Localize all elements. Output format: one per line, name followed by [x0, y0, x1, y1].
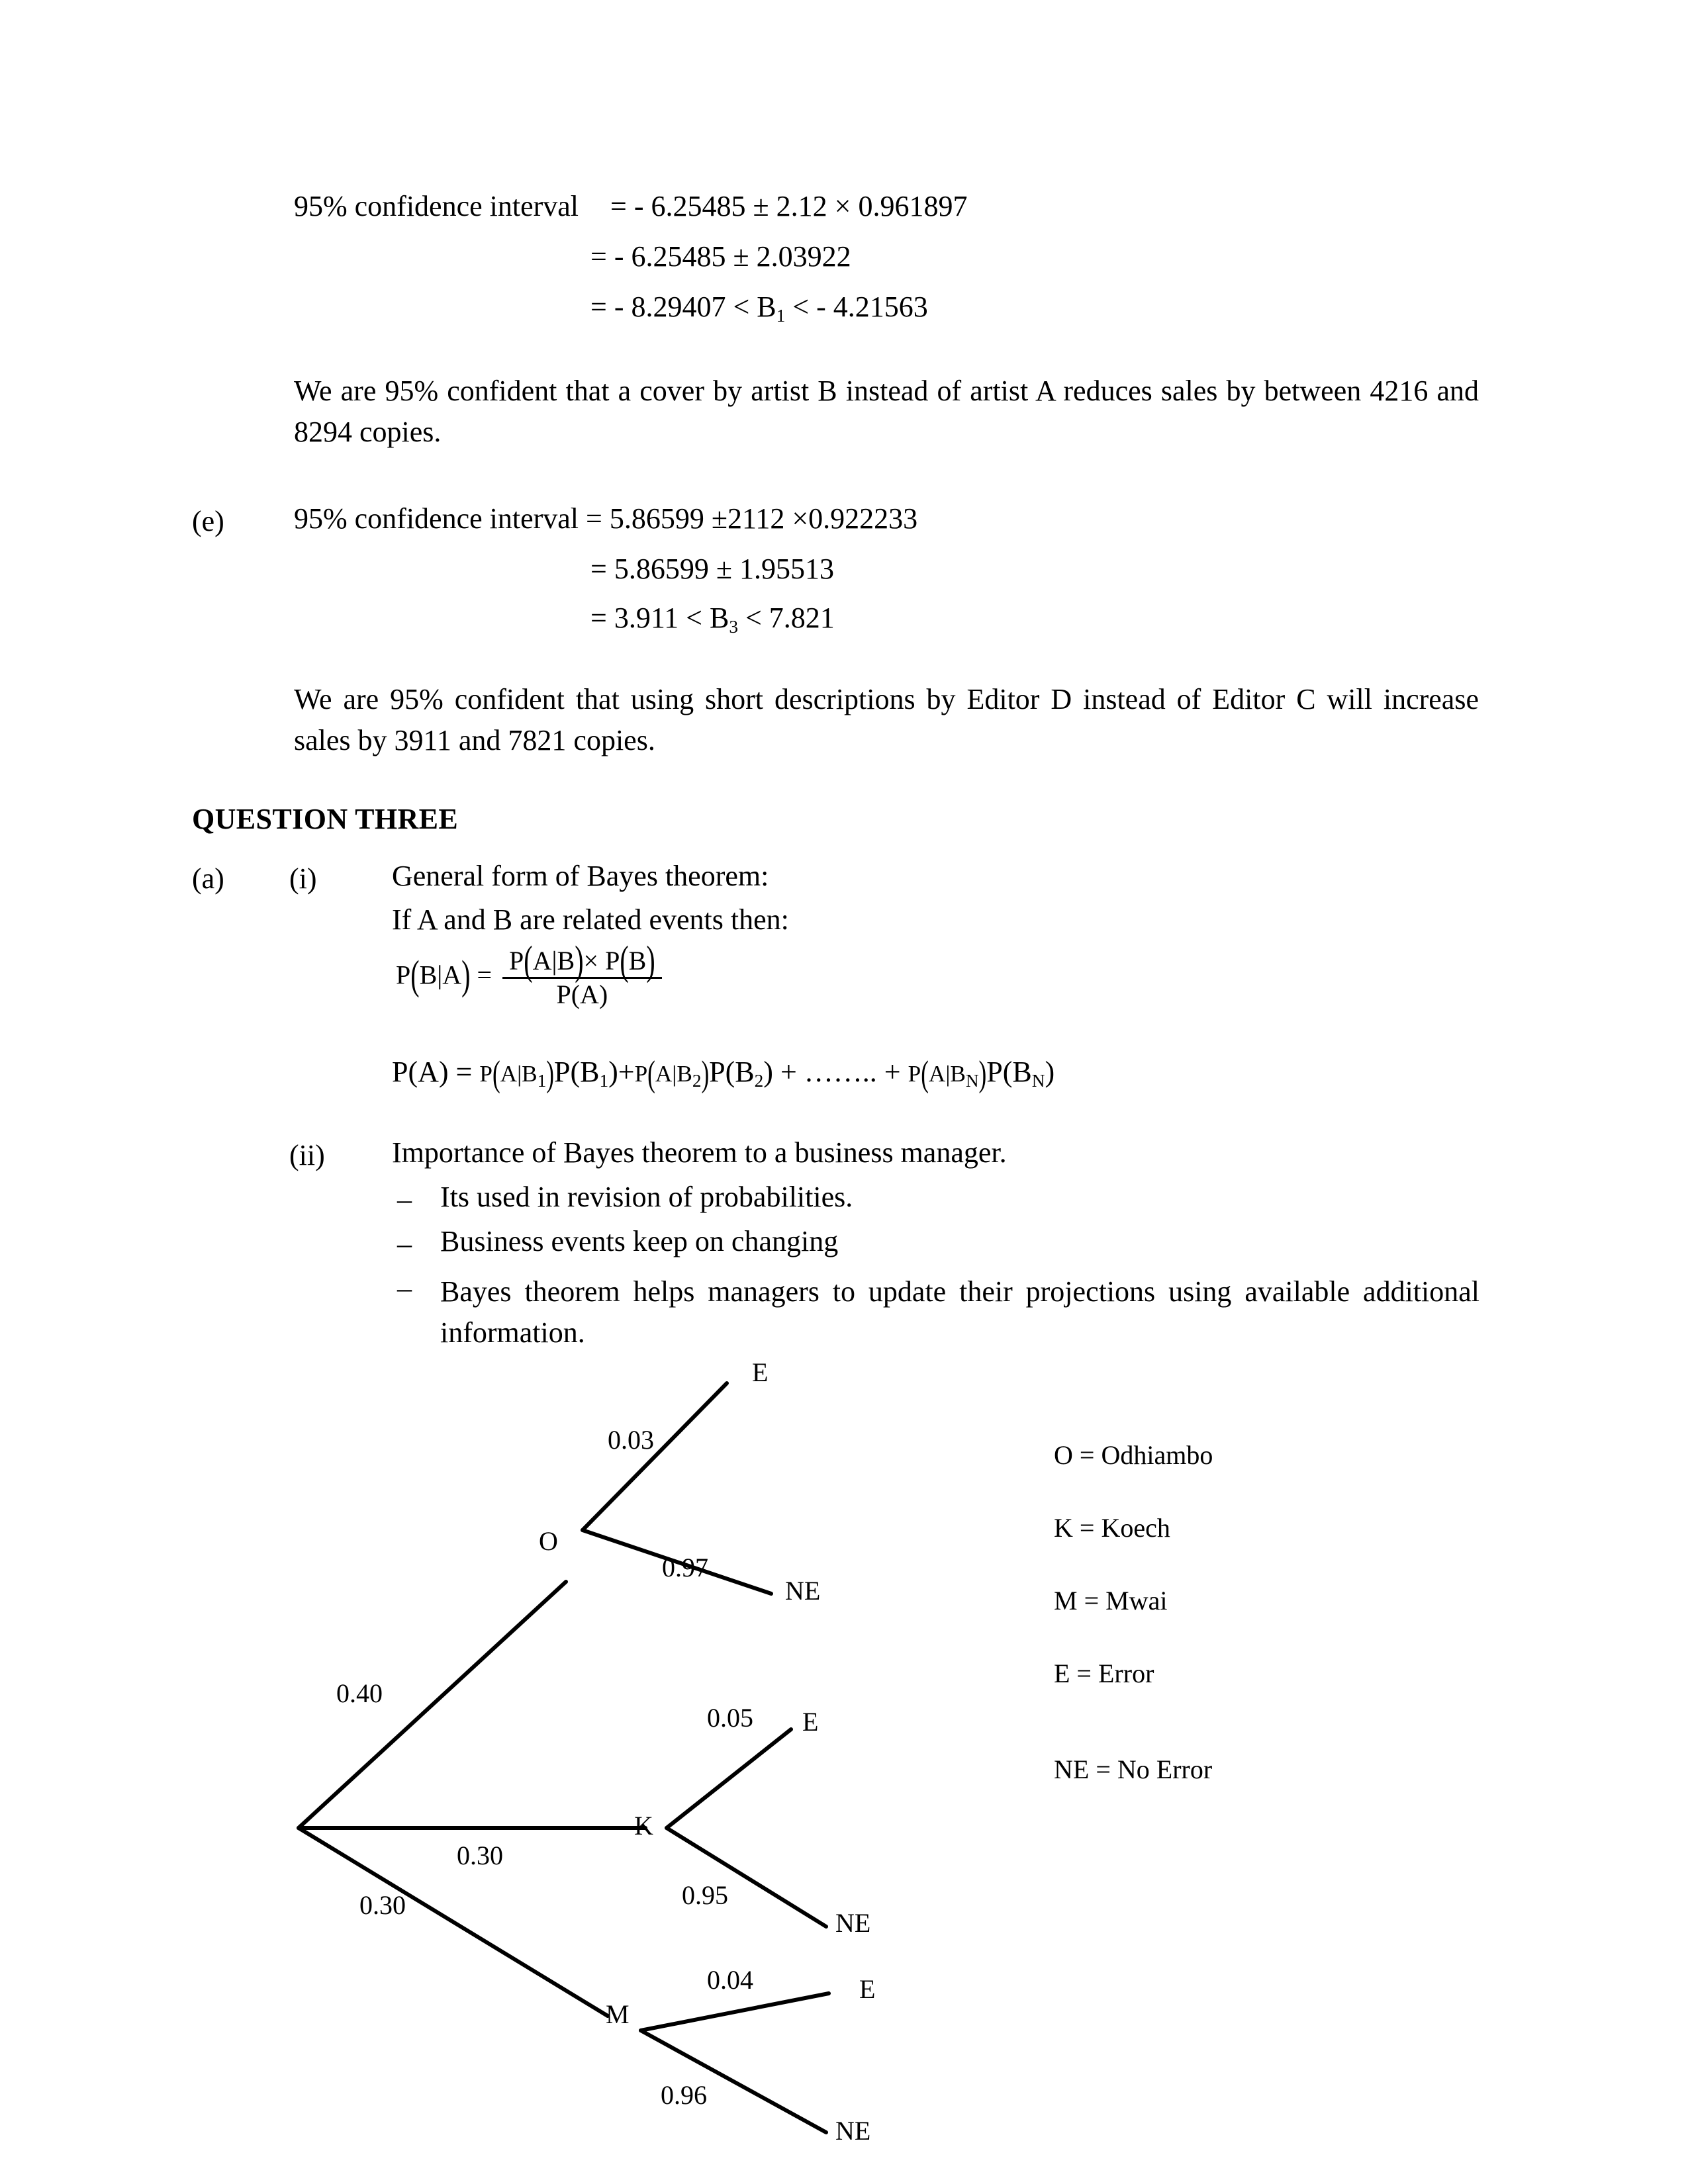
- tree-leaf-K-NE: NE: [835, 1908, 871, 1938]
- total-prob-plus-1: +: [618, 1056, 635, 1088]
- ci-line-1-value: = - 6.25485 ± 2.12 × 0.961897: [610, 190, 968, 222]
- tree-prob-root-O: 0.40: [336, 1678, 383, 1708]
- bayes-num-b-open-paren: (: [620, 937, 629, 984]
- ci-line-2: = - 6.25485 ± 2.03922: [590, 240, 851, 273]
- page-title: QUESTION THREE: [192, 803, 459, 835]
- total-prob-term3-tail: P(B: [986, 1056, 1032, 1088]
- bullet-item-1: Its used in revision of probabilities.: [440, 1181, 853, 1213]
- ci-line-1-label: 95% confidence interval: [294, 190, 579, 222]
- bayes-num-close-paren: ): [575, 937, 584, 984]
- tree-leaf-O-E: E: [752, 1357, 769, 1387]
- bayes-num-p: P: [509, 946, 524, 976]
- total-prob-term1-p: P: [479, 1061, 492, 1087]
- total-prob-term3-tail-sub: N: [1031, 1071, 1045, 1091]
- ci-line-3-subscript: 1: [776, 306, 786, 326]
- total-prob-term2-tail: P(B: [709, 1056, 755, 1088]
- bayes-lhs-open-paren: (: [410, 952, 420, 998]
- tree-prob-O-E: 0.03: [608, 1425, 654, 1455]
- total-prob-term1-tail-close: ): [608, 1056, 618, 1088]
- tree-node-O: O: [539, 1526, 558, 1556]
- total-prob-term3-p: P: [908, 1061, 921, 1087]
- total-prob-plus-2: +: [780, 1056, 797, 1088]
- part-i-title: General form of Bayes theorem:: [392, 860, 769, 892]
- tree-leaf-O-NE: NE: [785, 1576, 821, 1606]
- section-e-line-3-subscript: 3: [729, 617, 738, 637]
- bullet-dash-icon-3: –: [397, 1272, 412, 1304]
- total-prob-term3-open-paren: (: [921, 1054, 929, 1094]
- total-prob-term3-cond: A|B: [928, 1061, 966, 1087]
- section-e-line-1: 95% confidence interval = 5.86599 ±2112 ×0.922233: [294, 502, 918, 535]
- bayes-equals: =: [477, 960, 492, 990]
- bullet-dash-icon-2: –: [397, 1228, 412, 1260]
- section-e-line-3-suffix: < 7.821: [737, 602, 835, 634]
- bayes-lhs-inner: B|A: [419, 960, 462, 990]
- bayes-lhs-close-paren: ): [461, 952, 471, 998]
- tree-branch-O-to-E: [583, 1383, 727, 1530]
- section-e-line-3-prefix: = 3.911 < B: [590, 602, 729, 634]
- total-prob-plus-3: +: [884, 1056, 901, 1088]
- total-prob-ellipsis: ……..: [804, 1056, 877, 1088]
- bayes-num-open-paren: (: [524, 937, 533, 984]
- total-prob-term2-close-paren: ): [701, 1054, 710, 1094]
- tree-leaf-K-E: E: [802, 1707, 819, 1737]
- total-prob-term1-tail: P(B: [553, 1056, 600, 1088]
- section-e-marker: (e): [192, 505, 224, 537]
- tree-node-M: M: [606, 1999, 630, 2029]
- section-e-line-2: = 5.86599 ± 1.95513: [590, 553, 834, 585]
- tree-prob-K-NE: 0.95: [682, 1880, 728, 1910]
- total-prob-term1-cond: A|B: [500, 1061, 538, 1087]
- total-prob-term1-tail-sub: 1: [599, 1071, 609, 1091]
- total-prob-term2-tail-close: ): [763, 1056, 773, 1088]
- total-prob-term2-open-paren: (: [647, 1054, 655, 1094]
- total-prob-term3-sub: N: [965, 1071, 979, 1091]
- tree-branch-M-to-E: [641, 1993, 829, 2030]
- bayes-num-cond: A|B: [532, 946, 575, 976]
- total-prob-lhs: P(A) =: [392, 1056, 480, 1088]
- part-i-marker: (i): [289, 862, 317, 895]
- total-prob-term3-tail-close: ): [1045, 1056, 1055, 1088]
- tree-prob-O-NE: 0.97: [662, 1553, 708, 1582]
- total-prob-term1-open-paren: (: [492, 1054, 500, 1094]
- bayes-num-b-close-paren: ): [646, 937, 655, 984]
- tree-prob-root-M: 0.30: [359, 1890, 406, 1920]
- part-ii-marker: (ii): [289, 1139, 325, 1171]
- tree-branch-K-to-NE: [667, 1828, 826, 1927]
- ci-conclusion-e: We are 95% confident that using short descriptions by Editor D instead of Editor C will increase sales by 3911 and 7821 copies.: [294, 683, 1479, 757]
- total-prob-term2-cond: A|B: [655, 1061, 692, 1087]
- total-prob-term3-close-paren: ): [978, 1054, 987, 1094]
- total-prob-term2-sub: 2: [692, 1071, 702, 1091]
- tree-prob-K-E: 0.05: [707, 1703, 753, 1733]
- ci-line-3-suffix: < - 4.21563: [785, 291, 928, 323]
- tree-leaf-M-E: E: [859, 1974, 876, 2004]
- bayes-lhs-p: P: [396, 960, 411, 990]
- total-prob-term1-sub: 1: [537, 1071, 547, 1091]
- bullet-dash-icon-1: –: [397, 1183, 412, 1216]
- bullet-item-3: Bayes theorem helps managers to update their projections using available additional information.: [440, 1275, 1479, 1349]
- tree-leaf-M-NE: NE: [835, 2116, 871, 2146]
- bullet-item-2: Business events keep on changing: [440, 1225, 839, 1257]
- ci-line-3-prefix: = - 8.29407 < B: [590, 291, 776, 323]
- bayes-denominator: P(A): [556, 979, 608, 1009]
- bayes-num-b: B: [628, 946, 647, 976]
- total-prob-term1-close-paren: ): [546, 1054, 554, 1094]
- tree-node-K: K: [634, 1811, 653, 1841]
- legend-item-mwai: M = Mwai: [1054, 1586, 1168, 1615]
- tree-branch-root-to-M: [299, 1828, 608, 2016]
- part-i-intro: If A and B are related events then:: [392, 903, 789, 936]
- part-ii-title: Importance of Bayes theorem to a business manager.: [392, 1136, 1007, 1169]
- legend-item-no-error: NE = No Error: [1054, 1754, 1213, 1784]
- legend-item-error: E = Error: [1054, 1659, 1154, 1688]
- tree-prob-root-K: 0.30: [457, 1841, 503, 1870]
- tree-prob-M-NE: 0.96: [661, 2080, 707, 2110]
- tree-prob-M-E: 0.04: [707, 1965, 753, 1995]
- total-prob-term2-p: P: [634, 1061, 648, 1087]
- legend-item-odhiambo: O = Odhiambo: [1054, 1440, 1213, 1470]
- total-prob-term2-tail-sub: 2: [754, 1071, 764, 1091]
- part-a-marker: (a): [192, 862, 224, 895]
- legend-item-koech: K = Koech: [1054, 1513, 1170, 1543]
- tree-branch-K-to-E: [667, 1729, 791, 1828]
- bayes-num-mult: × P: [583, 946, 620, 976]
- ci-conclusion-d: We are 95% confident that a cover by artist B instead of artist A reduces sales by between 4216 and 8294 copies.: [294, 375, 1479, 449]
